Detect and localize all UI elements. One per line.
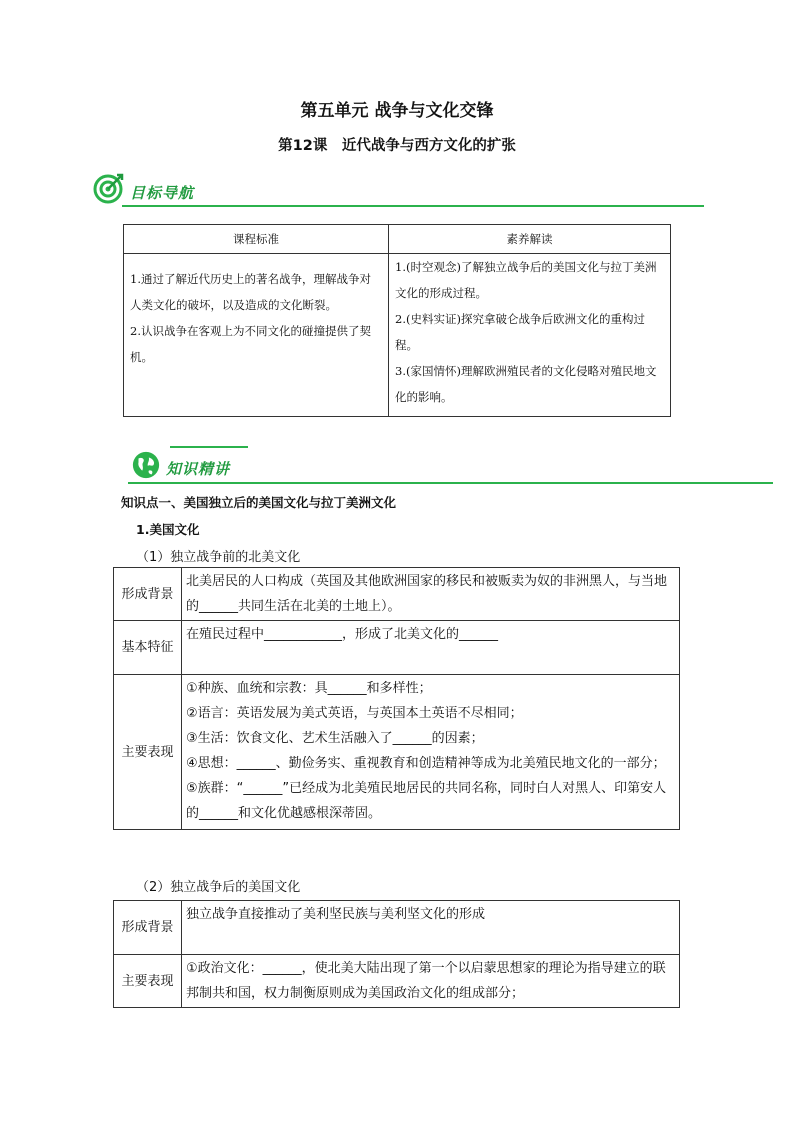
row-value xyxy=(182,568,680,621)
standards-left-item: 2.认识战争在客观上为不同文化的碰撞提供了契机。 xyxy=(130,324,371,364)
subsection-heading-pre: （1）独立战争前的北美文化 xyxy=(136,550,301,565)
goal-banner xyxy=(92,172,704,212)
section-heading: 1.美国文化 xyxy=(136,522,200,537)
goal-banner-rule xyxy=(122,205,704,207)
knowledge-banner-rule xyxy=(128,482,773,484)
row-value xyxy=(182,621,680,675)
row-line: ④思想：______、勤俭务实、重视教育和创造精神等成为北美殖民地文化的一部分； xyxy=(186,756,666,771)
knowledge-banner-topline xyxy=(170,446,248,448)
standards-header-left: 课程标准 xyxy=(124,225,389,254)
row-key: 形成背景 xyxy=(114,901,182,955)
standards-right-item: 1.(时空观念)了解独立战争后的美国文化与拉丁美洲文化的形成过程。 xyxy=(395,260,657,300)
row-value xyxy=(182,955,680,1008)
knowledge-point-heading: 知识点一、美国独立后的美国文化与拉丁美洲文化 xyxy=(121,495,397,510)
row-value xyxy=(182,901,680,955)
row-key: 形成背景 xyxy=(114,568,182,621)
row-key: 基本特征 xyxy=(114,621,182,675)
standards-right-cell xyxy=(389,254,671,417)
post-independence-table xyxy=(113,900,680,1008)
row-line: ①政治文化：______，使北美大陆出现了第一个以启蒙思想家的理论为指导建立的联邦制共和国，权力制衡原则成为美国政治文化的组成部分； xyxy=(186,961,666,1001)
standards-right-item: 3.(家国情怀)理解欧洲殖民者的文化侵略对殖民地文化的影响。 xyxy=(395,364,657,404)
row-key: 主要表现 xyxy=(114,955,182,1008)
row-line: ①种族、血统和宗教：具______和多样性； xyxy=(186,681,432,696)
standards-right-item: 2.(史料实证)探究拿破仑战争后欧洲文化的重构过程。 xyxy=(395,312,645,352)
goal-banner-label: 目标导航 xyxy=(130,184,195,202)
table-row xyxy=(114,675,680,830)
row-value xyxy=(182,675,680,830)
row-line: ②语言：英语发展为美式英语，与英国本土英语不尽相同； xyxy=(186,706,523,721)
subsection-heading-post: （2）独立战争后的美国文化 xyxy=(136,880,301,895)
table-row xyxy=(114,568,680,621)
standards-left-cell xyxy=(124,254,389,417)
knowledge-banner xyxy=(128,446,773,486)
row-line: 在殖民过程中____________，形成了北美文化的______ xyxy=(186,627,499,642)
table-row xyxy=(114,901,680,955)
table-row xyxy=(114,621,680,675)
row-key: 主要表现 xyxy=(114,675,182,830)
row-line: 独立战争直接推动了美利坚民族与美利坚文化的形成 xyxy=(186,907,486,922)
target-icon xyxy=(92,172,124,204)
globe-icon xyxy=(131,450,161,480)
row-line: ③生活：饮食文化、艺术生活融入了______的因素； xyxy=(186,731,484,746)
lesson-title: 第12课 近代战争与西方文化的扩张 xyxy=(278,138,516,154)
row-line: 北美居民的人口构成（英国及其他欧洲国家的移民和被贩卖为奴的非洲黑人，与当地的______共同生活在北美的土地上）。 xyxy=(186,574,668,614)
table-row xyxy=(114,955,680,1008)
standards-header-right: 素养解读 xyxy=(389,225,671,254)
unit-title: 第五单元 战争与文化交锋 xyxy=(300,101,494,121)
pre-independence-table xyxy=(113,567,680,830)
row-line: ⑤族群：“______”已经成为北美殖民地居民的共同名称，同时白人对黑人、印第安人的______和文化优越感根深蒂固。 xyxy=(186,781,667,821)
standards-table xyxy=(123,224,671,417)
standards-left-item: 1.通过了解近代历史上的著名战争，理解战争对人类文化的破坏，以及造成的文化断裂。 xyxy=(130,272,371,312)
knowledge-banner-label: 知识精讲 xyxy=(166,460,231,478)
